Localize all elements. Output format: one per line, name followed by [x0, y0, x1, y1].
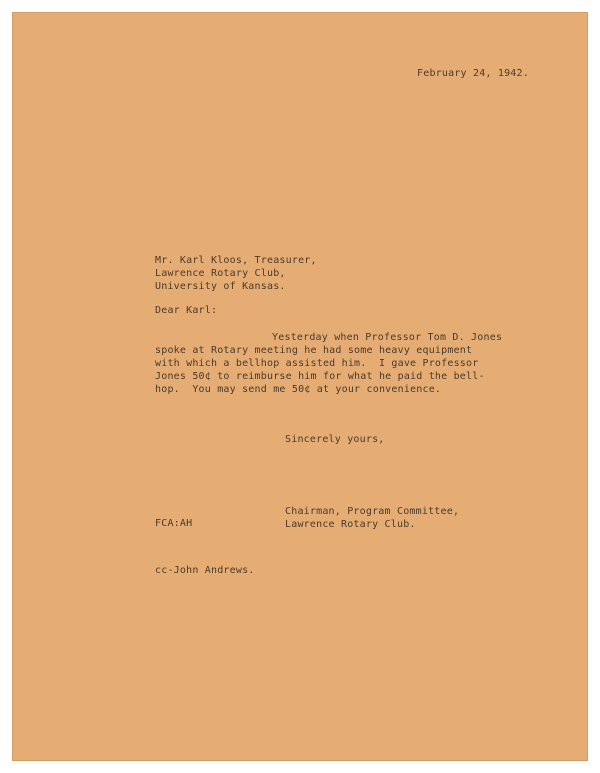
body-line: with which a bellhop assisted him. I gave Professor: [155, 358, 479, 369]
salutation: Dear Karl:: [155, 305, 218, 316]
letter-page: [12, 12, 588, 761]
recipient-address-line: Mr. Karl Kloos, Treasurer,: [155, 255, 317, 266]
body-line: hop. You may send me 50¢ at your convenience.: [155, 384, 442, 395]
letter-date: February 24, 1942.: [417, 68, 529, 79]
signature-title-line: Chairman, Program Committee,: [285, 506, 460, 517]
reference-initials: FCA:AH: [155, 518, 193, 529]
closing: Sincerely yours,: [285, 434, 385, 445]
body-line: Yesterday when Professor Tom D. Jones: [272, 332, 503, 343]
recipient-address-line: Lawrence Rotary Club,: [155, 268, 286, 279]
body-line: spoke at Rotary meeting he had some heavy equipment: [155, 345, 473, 356]
recipient-address-line: University of Kansas.: [155, 281, 286, 292]
body-line: Jones 50¢ to reimburse him for what he paid the bell-: [155, 371, 485, 382]
signature-title-line: Lawrence Rotary Club.: [285, 519, 416, 530]
carbon-copy-line: cc-John Andrews.: [155, 565, 255, 576]
